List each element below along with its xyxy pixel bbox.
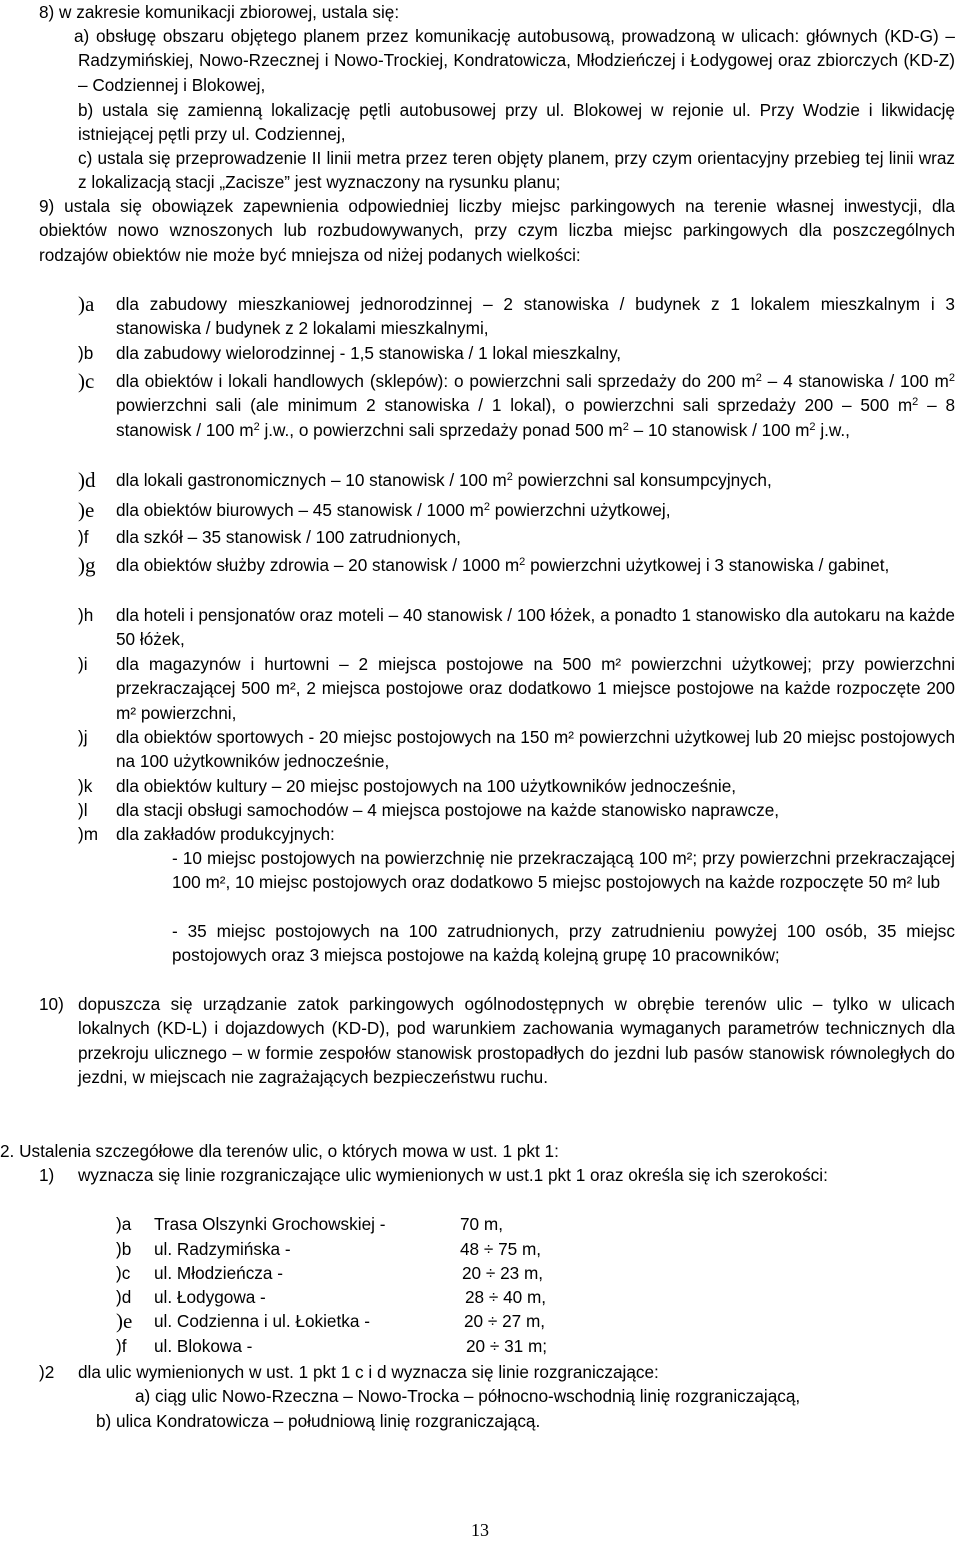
parking-rule-multi-family: dla zabudowy wielorodzinnej - 1,5 stanowiska / 1 lokal mieszkalny, [116,343,622,363]
street-label-d: )d [116,1287,132,1307]
street-label-c: )c [116,1263,131,1283]
list-label-p2-1: 1) [39,1165,55,1185]
list-label-p2-2: )2 [39,1362,55,1382]
parking-rule-production-area: - 10 miejsc postojowych na powierzchnię nie przekraczającą 100 m²; przy powierzchni przekraczającej 100 m², 10 miejsc postojowych oraz dodatkowo 5 miejsc postojowych na każde rozpoczęte 50 m² lub [172,848,955,893]
street-widths-intro: wyznacza się linie rozgraniczające ulic wymienionych w ust.1 pkt 1 oraz określa się ich szerokości: [78,1165,828,1185]
street-label-b: )b [116,1239,132,1259]
list-label-9e: )e [78,498,95,522]
parking-rule-single-family: dla zabudowy mieszkaniowej jednorodzinnej – 2 stanowiska / budynek z 1 lokalem mieszkalnym i 3 stanowiska / budynek z 2 lokalami mieszkalnymi, [116,294,955,339]
parking-rule-offices: dla obiektów biurowych – 45 stanowisk / 1000 $m^2$ powierzchni użytkowej, [116,500,671,520]
street-name-blokowa: ul. Blokowa - [154,1336,253,1356]
list-label-9d: )d [78,468,96,492]
street-width-olszynki: 70 m, [460,1214,503,1234]
list-label-9c: )c [78,369,95,393]
list-label-9a: )a [78,292,95,316]
list-label-9h: )h [78,605,94,625]
section-8-item-a: a) obsługę obszaru objętego planem przez komunikację autobusową, prowadzoną w ulicach: głównych (KD-G) – Radzymińskiej, Nowo-Rzecznej i Nowo-Trockiej, Kondratowicza, Młodzieńczej i Łodygowej oraz zbiorczych (KD-Z) – Codziennej i Blokowej, [74,26,955,95]
parking-rule-production-employees: - 35 miejsc postojowych na 100 zatrudnionych, przy zatrudnieniu powyżej 100 osób, 35 miejsc postojowych oraz 3 miejsca postojowe na każdą kolejną grupę 10 pracowników; [172,921,955,966]
street-width-radzyminska: 48 ÷ 75 m, [460,1239,542,1259]
boundary-lines-intro: dla ulic wymienionych w ust. 1 pkt 1 c i d wyznacza się linie rozgraniczające: [78,1362,659,1382]
street-name-codzienna: ul. Codzienna i ul. Łokietka - [154,1311,370,1331]
boundary-line-b: b) ulica Kondratowicza – południową linię rozgraniczającą. [96,1411,541,1431]
parking-rule-sports: dla obiektów sportowych - 20 miejsc postojowych na 150 m² powierzchni użytkowej lub 20 miejsc postojowych na 100 użytkowników jednocześnie, [116,727,955,772]
section-8-item-b: b) ustala się zamienną lokalizację pętli autobusowej przy ul. Blokowej w rejonie ul. Przy Wodzie i likwidację istniejącej pętli przy ul. Codziennej, [78,100,955,145]
boundary-line-a: a) ciąg ulic Nowo-Rzeczna – Nowo-Trocka – północno-wschodnią linię rozgraniczającą, [135,1386,801,1406]
list-label-9f: )f [78,527,89,547]
section-8-item-c: c) ustala się przeprowadzenie II linii metra przez teren objęty planem, przy czym orientacyjny przebieg tej linii wraz z lokalizacją stacji „Zacisze” jest wyznaczony na rysunku planu; [78,148,955,193]
parking-rule-production: dla zakładów produkcyjnych: [116,824,335,844]
parking-rule-healthcare: dla obiektów służby zdrowia – 20 stanowisk / 1000 $m^2$ powierzchni użytkowej i 3 stanowiska / gabinet, [116,555,890,575]
parking-rule-retail: dla obiektów i lokali handlowych (sklepów): o powierzchni sali sprzedaży do 200 $m^2 - 4$ stanowiska / 100 $m^2$ powierzchni sali (ale minimum 2 stanowiska / 1 lokal), o powierzchni sali sprzedaży 200 – 500 $m^2 - 8$ stanowisk / 100 $m^2$ j.w., o powierzchni sali sprzedaży ponad 500 $m^2 - 10$ stanowisk / 100 $m^2$ j.w., [116,371,955,440]
street-name-lodygowa: ul. Łodygowa - [154,1287,266,1307]
list-label-9k: )k [78,776,93,796]
list-label-9l: )l [78,800,88,820]
parking-rule-hotels: dla hoteli i pensjonatów oraz moteli – 40 stanowisk / 100 łóżek, a ponadto 1 stanowisko dla autokaru na każde 50 łóżek, [116,605,955,650]
parking-rule-service-stations: dla stacji obsługi samochodów – 4 miejsca postojowe na każde stanowisko naprawcze, [116,800,780,820]
section-8-heading: 8) w zakresie komunikacji zbiorowej, ustala się: [39,2,400,22]
parking-rule-warehouses: dla magazynów i hurtowni – 2 miejsca postojowe na 500 m² powierzchni użytkowej; przy powierzchni przekraczającej 500 m², 2 miejsca postojowe oraz dodatkowo 1 miejsce postojowe na każde rozpoczęte 200 m² powierzchni, [116,654,955,723]
list-label-9j: )j [78,727,88,747]
list-label-9g: )g [78,553,96,577]
list-label-9b: )b [78,343,94,363]
section-10-text: dopuszcza się urządzanie zatok parkingowych ogólnodostępnych w obrębie terenów ulic – tylko w ulicach lokalnych (KD-L) i dojazdowych (KD-D), pod warunkiem zachowania wymaganych parametrów technicznych dla przekroju ulicznego – w formie zespołów stanowisk prostopadłych do jezdni lub pasów stanowisk równoległych do jezdni, w miejscach nie zagrażających bezpieczeństwu ruchu. [78,994,955,1088]
street-label-f: )f [116,1336,127,1356]
street-width-codzienna: 20 ÷ 27 m, [464,1311,546,1331]
list-label-9i: )i [78,654,88,674]
section-9-heading: 9) ustala się obowiązek zapewnienia odpowiedniej liczby miejsc parkingowych na terenie własnej inwestycji, dla obiektów nowo wznoszonych lub rozbudowywanych, przy czym liczba miejsc parkingowych dla poszczególnych rodzajów obiektów nie może być mniejsza od niżej podanych wielkości: [39,196,955,265]
street-width-blokowa: 20 ÷ 31 m; [466,1336,548,1356]
parking-rule-culture: dla obiektów kultury – 20 miejsc postojowych na 100 użytkowników jednocześnie, [116,776,737,796]
street-width-lodygowa: 28 ÷ 40 m, [465,1287,547,1307]
street-label-e: )e [116,1309,133,1333]
parking-rule-schools: dla szkół – 35 stanowisk / 100 zatrudnionych, [116,527,461,547]
street-name-olszynki: Trasa Olszynki Grochowskiej - [154,1214,386,1234]
street-label-a: )a [116,1214,132,1234]
street-name-radzyminska: ul. Radzymińska - [154,1239,291,1259]
street-name-mlodziencza: ul. Młodzieńcza - [154,1263,283,1283]
paragraph-2-heading: 2. Ustalenia szczegółowe dla terenów ulic, o których mowa w ust. 1 pkt 1: [0,1141,559,1161]
parking-rule-gastronomy: dla lokali gastronomicznych – 10 stanowisk / 100 $m^2$ powierzchni sal konsumpcyjnych, [116,470,772,490]
page-number: 13 [471,1520,489,1540]
street-width-mlodziencza: 20 ÷ 23 m, [462,1263,544,1283]
list-label-9m: )m [78,824,99,844]
list-label-10: 10) [39,994,64,1014]
